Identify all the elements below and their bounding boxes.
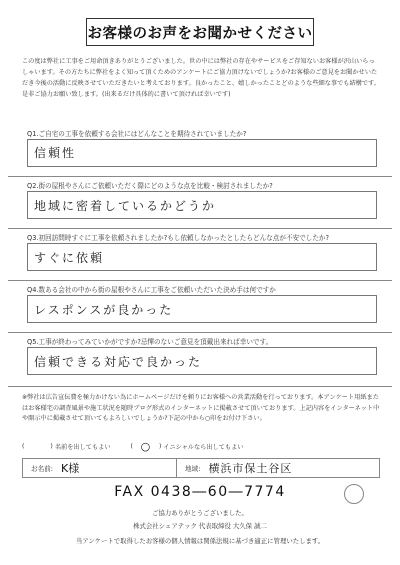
choice-name-ok[interactable]: ( ) 名前を出してもよい [22,443,111,451]
choice-name-ok-label: 名前を出してもよい [54,444,111,451]
publication-choices [22,440,382,453]
region-field[interactable] [208,459,379,477]
question-5-label: Q5.工事が終わってみていかがですか?忌憚のないご意見を頂戴出来れば幸いです。 [27,338,273,346]
region-value: 横浜市保土谷区 [208,462,293,475]
question-4-answer: レスポンスが良かった [34,303,174,317]
divider [8,386,392,387]
question-1-answer-box[interactable] [27,139,377,167]
question-2-label: Q2.街の屋根やさんにご依頼いただく際にどのような点を比較・検討されましたか? [27,182,273,190]
question-1-label: Q1.ご自宅の工事を依頼する会社にはどんなことを期待されていましたか? [27,130,247,138]
question-3-label: Q3.初回訪問時すぐに工事を依頼されましたか?もし依頼しなかったとしたらどんな点が不安でしたか? [27,234,330,242]
choice-initial-ok[interactable]: ( ○ ) イニシャルなら出してもよい [130,440,244,453]
region-label: 地域: [185,465,201,473]
company-name: 株式会社シェアテック 代表取締役 大久保 誠二 [133,522,267,530]
question-5-answer: 信頼できる対応で良かった [34,355,203,369]
intro-text: この度は弊社に工事をご用命頂きありがとうございました。世の中には弊社の存在やサービスをご存知ないお客様が沢山いらっしゃいます。その方たちに弊社をよく知って頂くためのアンケートにご協力頂けないでしょうか?お客様のご意見をお聞かせいただき今後の活動に反映させていただきたいと考えております。良かったこと、嬉しかったことどのような些細な事でも結構です。是非ご協力お願い致します。(出来るだけ具体的に書いて頂ければ幸いです) [22,58,380,98]
thanks-text: ご協力ありがとうございました。 [152,509,248,517]
privacy-note: 当アンケートで取得したお客様の個人情報は関係法規に基づき適正に管理いたします。 [75,537,325,545]
name-region-row [22,458,380,478]
fax-number: FAX 0438―60―7774 [114,484,286,500]
seal-mark [344,484,364,504]
choice-initial-ok-label: イニシャルなら出してもよい [163,444,244,451]
divider [8,332,392,333]
divider [8,280,392,281]
question-2-answer: 地域に密着しているかどうか [34,199,217,213]
question-3-answer: すぐに依頼 [34,251,105,265]
name-label: お名前: [31,465,54,473]
divider [8,228,392,229]
name-field[interactable] [61,459,176,477]
survey-title: お客様のお声をお聞かせください [86,18,314,46]
publication-notice: ※弊社は広告宣伝費を極力かけない為にホームページだけを頼りにお客様への営業活動を行っております。本アンケート用紙またはお客様宅の調査風景や施工状況を随時ブログ形式のインターネットに掲載させて頂いております。上記内容をインターネット中や開示中に掲載させて頂いてもよろしいでしょうか?下記の中から○印をお付け下さい。 [22,394,380,422]
question-1-answer: 信頼性 [34,146,77,160]
question-4-label: Q4.数ある会社の中から街の屋根やさんに工事をご依頼いただいた決め手は何ですか [27,286,276,294]
name-value: K様 [61,462,80,475]
choice-initial-ok-mark: ○ [140,440,152,453]
divider [8,176,392,177]
